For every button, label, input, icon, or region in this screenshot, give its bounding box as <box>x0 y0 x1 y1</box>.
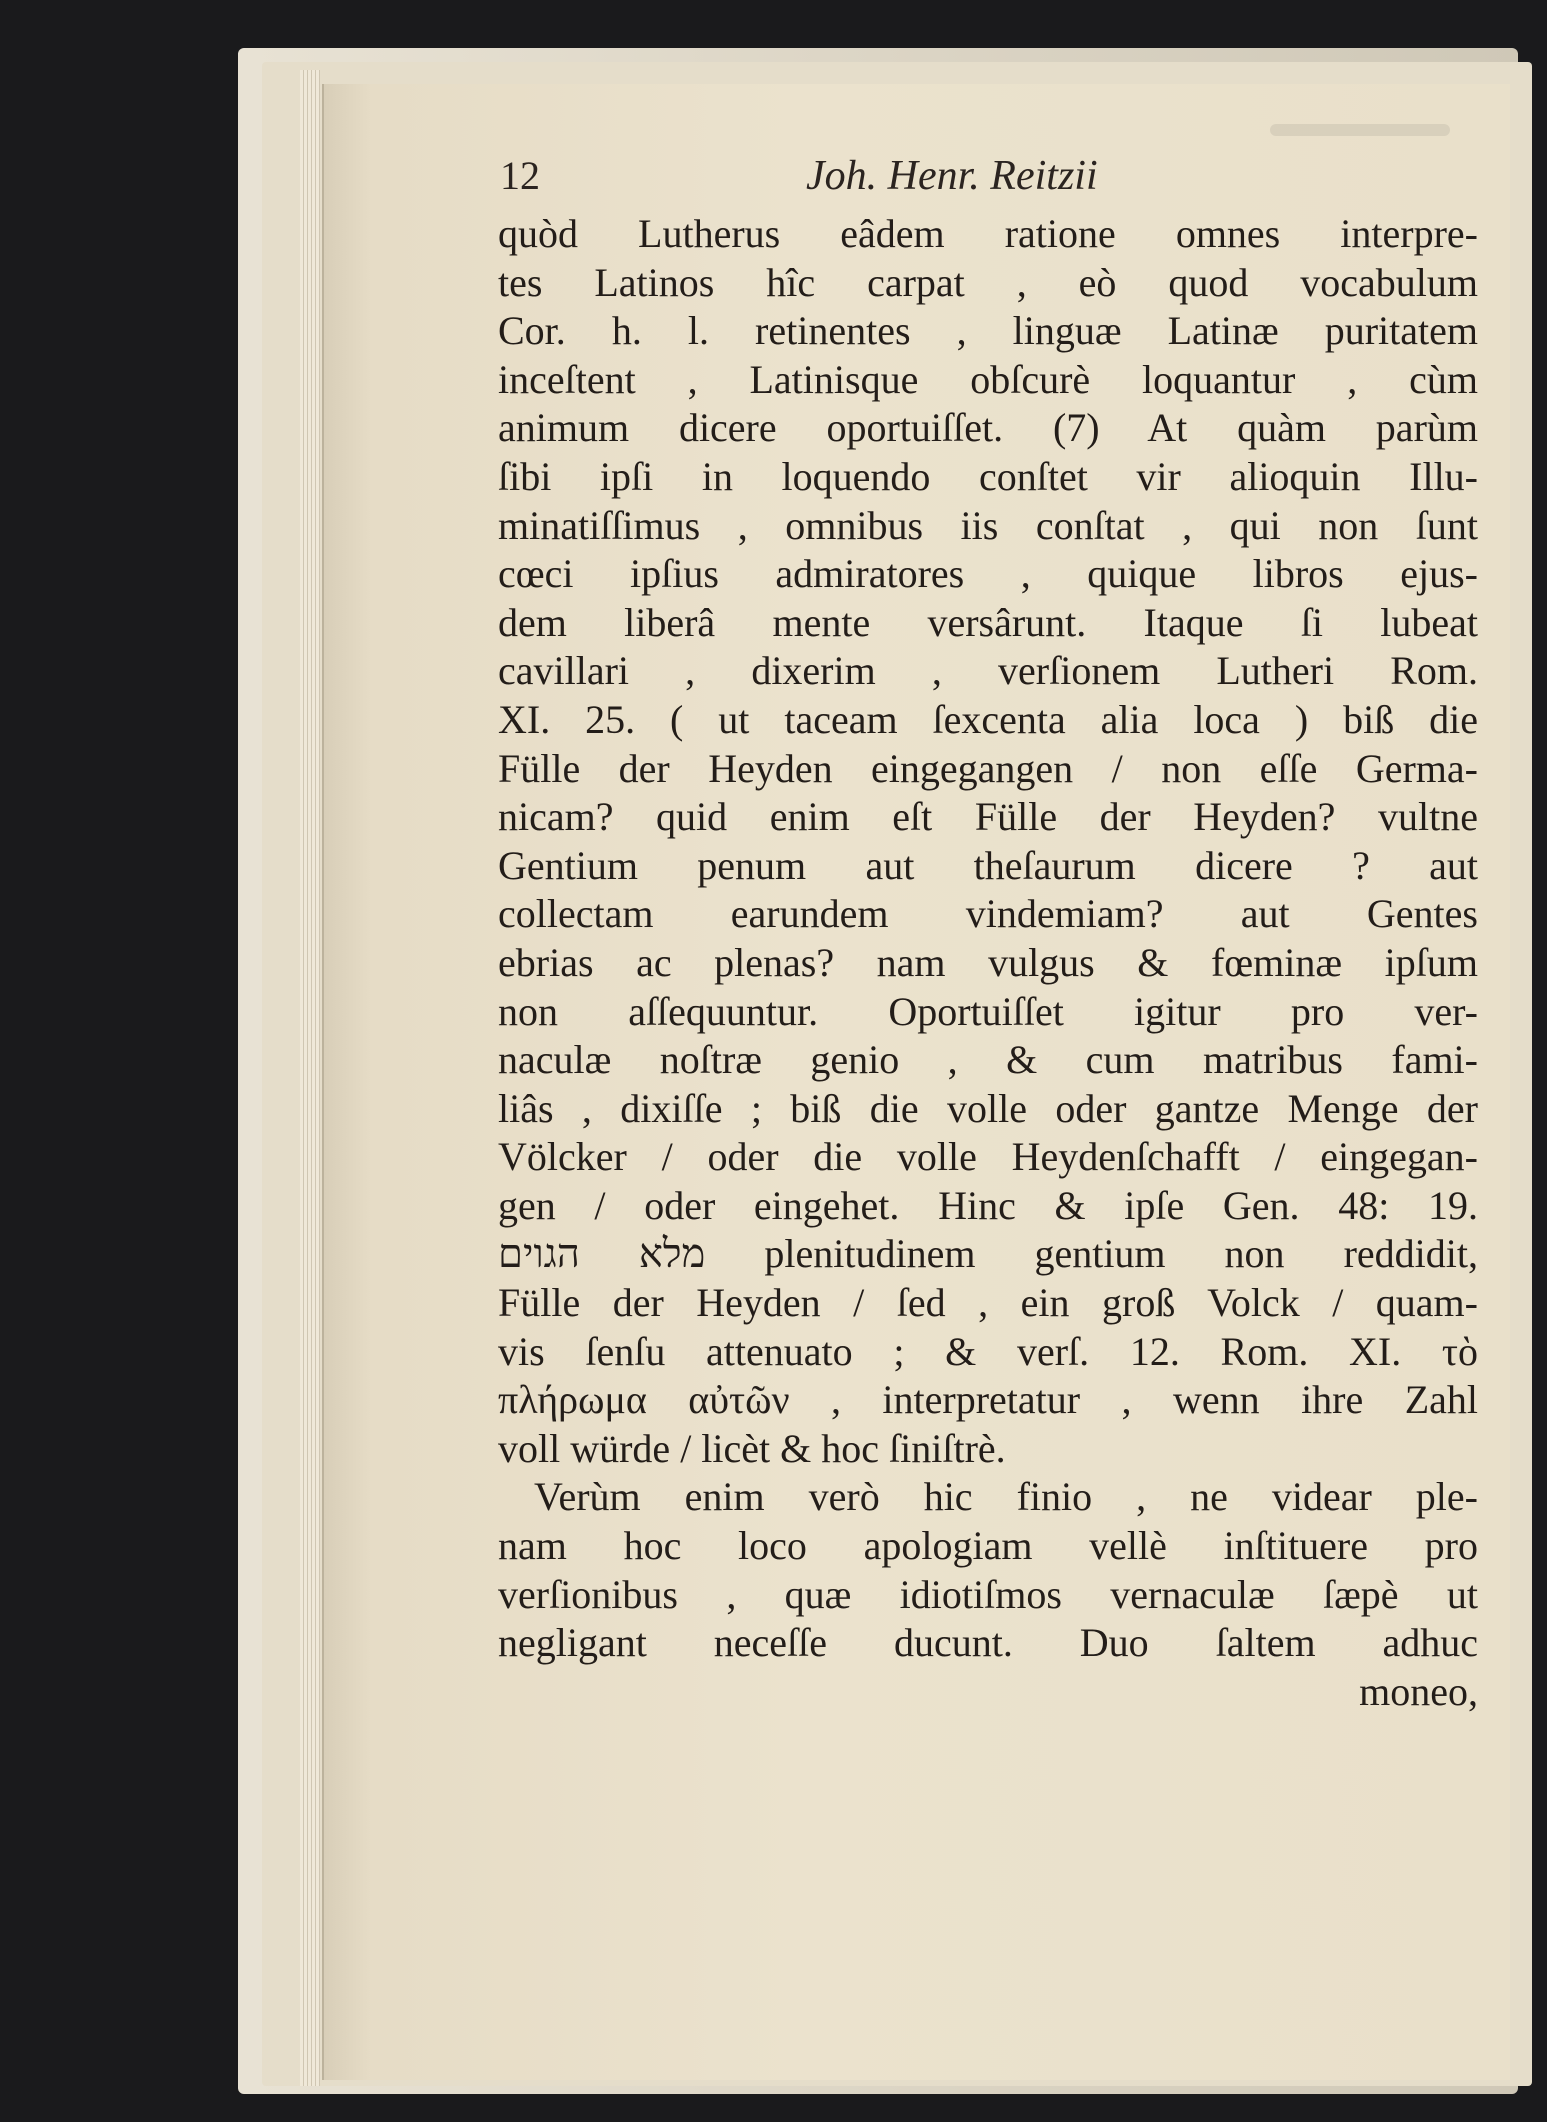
text-line: naculæ noſtræ genio , & cum matribus fami- <box>498 1037 1478 1083</box>
text-line: ebrias ac plenas? nam vulgus & fœminæ ipſum <box>498 939 1478 985</box>
text-line: minatiſſimus , omnibus iis conſtat , qui non ſunt <box>498 502 1478 548</box>
text-line: Fülle der Heyden eingegangen / non eſſe Germa- <box>498 745 1478 791</box>
page-header <box>500 152 1500 212</box>
text-line: Völcker / oder die volle Heydenſchafft / eingegan- <box>498 1134 1478 1180</box>
text-line: gen / oder eingehet. Hinc & ipſe Gen. 48: 19. <box>498 1182 1478 1228</box>
text-line: verſionibus , quæ idiotiſmos vernaculæ ſæpè ut <box>498 1571 1478 1617</box>
text-line: cavillari , dixerim , verſionem Lutheri Rom. <box>498 648 1478 694</box>
text-line: vis ſenſu attenuato ; & verſ. 12. Rom. XI. τὸ <box>498 1328 1478 1374</box>
text-line: cœci ipſius admiratores , quique libros ejus- <box>498 551 1478 597</box>
body-text <box>498 210 1478 1716</box>
text-line: Verùm enim verò hic finio , ne videar ple- <box>534 1474 1478 1520</box>
text-line: מלא הגוים plenitudinem gentium non reddidit, <box>498 1231 1478 1277</box>
text-line: negligant neceſſe ducunt. Duo ſaltem adhuc <box>498 1620 1478 1666</box>
text-line: animum dicere oportuiſſet. (7) At quàm parùm <box>498 405 1478 451</box>
text-line: nam hoc loco apologiam vellè inſtituere pro <box>498 1523 1478 1569</box>
text-line: Gentium penum aut theſaurum dicere ? aut <box>498 842 1478 888</box>
text-line: dem liberâ mente versârunt. Itaque ſi lubeat <box>498 599 1478 645</box>
text-line: non aſſequuntur. Oportuiſſet igitur pro ver- <box>498 988 1478 1034</box>
catchword: moneo, <box>1359 1668 1478 1714</box>
page-fore-edges <box>300 70 320 2086</box>
text-line: inceſtent , Latinisque obſcurè loquantur , cùm <box>498 356 1478 402</box>
text-line: πλήρωμα αὐτῶν , interpretatur , wenn ihre Zahl <box>498 1377 1478 1423</box>
text-line: XI. 25. ( ut taceam ſexcenta alia loca ) biß die <box>498 696 1478 742</box>
text-line: ſibi ipſi in loquendo conſtet vir alioquin Illu- <box>498 453 1478 499</box>
text-line: Fülle der Heyden / ſed , ein groß Volck / quam- <box>498 1280 1478 1326</box>
text-line: nicam? quid enim eſt Fülle der Heyden? vultne <box>498 794 1478 840</box>
text-line: Cor. h. l. retinentes , linguæ Latinæ puritatem <box>498 308 1478 354</box>
text-line: collectam earundem vindemiam? aut Gentes <box>498 891 1478 937</box>
text-line: tes Latinos hîc carpat , eò quod vocabulum <box>498 259 1478 305</box>
page-number: 12 <box>500 153 540 198</box>
text-line: liâs , dixiſſe ; biß die volle oder gantze Menge der <box>498 1085 1478 1131</box>
text-line: voll würde / licèt & hoc ſiniſtrè. <box>498 1425 1006 1471</box>
text-line: quòd Lutherus eâdem ratione omnes interpre- <box>498 211 1478 256</box>
running-head: Joh. Henr. Reitzii <box>806 153 1098 199</box>
paper-stain <box>1270 124 1450 136</box>
